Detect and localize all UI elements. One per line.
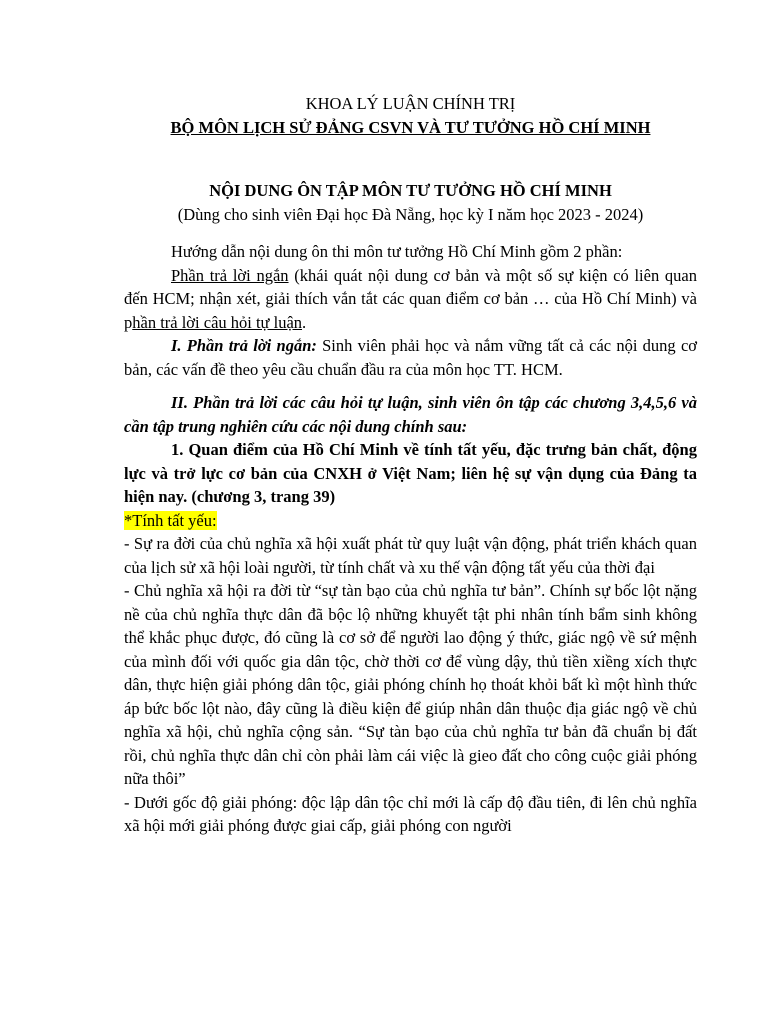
document-body [124,92,697,838]
section1-paragraph [124,334,697,381]
question1-heading: 1. Quan điểm của Hồ Chí Minh về tính tất yếu, đặc trưng bản chất, động lực và trở lực cơ bản của CNXH ở Việt Nam; liên hệ sự vận dụng của Đảng ta hiện nay. (chương 3, trang 39) [124,440,697,506]
highlighted-heading: *Tính tất yếu: [124,510,217,530]
document-subtitle: (Dùng cho sinh viên Đại học Đà Nẵng, học kỳ I năm học 2023 - 2024) [177,204,644,224]
part2-underlined-text: hần trả lời câu hỏi tự luận [132,312,303,332]
paragraph-3: - Dưới gốc độ giải phóng: độc lập dân tộc chỉ mới là cấp độ đầu tiên, đi lên chủ nghĩa xã hội mới giải phóng được giai cấp, giải phóng con người [124,792,697,835]
part1-description: (khái quát nội dung cơ bản và một số sự kiện có liên quan đến HCM; nhận xét, giải thích vắn tắt các quan điểm cơ bản … của Hồ Chí Minh) và p [124,265,698,332]
part1-underlined-text: Phần trả lời ngắn [171,265,289,285]
section2-heading: II. Phần trả lời các câu hỏi tự luận, sinh viên ôn tập các chương 3,4,5,6 và cần tập trung nghiên cứu các nội dung chính sau: [124,393,697,436]
intro-line: Hướng dẫn nội dung ôn thi môn tư tưởng Hồ Chí Minh gồm 2 phần: [171,242,623,261]
highlight-heading-line [124,509,697,533]
paragraph-2: - Chủ nghĩa xã hội ra đời từ “sự tàn bạo của chủ nghĩa tư bản”. Chính sự bốc lột nặng nề của chủ nghĩa thực dân đã bộc lộ những khuyết tật phi nhân tính bẩm sinh không thể khắc phục được, đó cũng là cơ sở để người lao động ý thức, giác ngộ về sứ mệnh của mình đối với quốc gia dân tộc, chờ thời cơ để vùng dậy, thủ tiền xiềng xích thực dân, thực hiện giải phóng dân tộc, giải phóng chính họ thoát khỏi bất kì một hình thức áp bức bốc lột nào, đây cũng là điều kiện để giúp nhân dân thuộc địa giác ngộ về chủ nghĩa xã hội, chủ nghĩa cộng sản. “Sự tàn bạo của chủ nghĩa tư bản đã chuẩn bị đất rồi, chủ nghĩa thực dân chỉ còn phải làm cái việc là gieo đất cho công cuộc giải phóng nữa thôi” [124,581,697,788]
part2-end: . [302,312,307,332]
faculty-heading: KHOA LÝ LUẬN CHÍNH TRỊ [305,94,516,113]
document-title: NỘI DUNG ÔN TẬP MÔN TƯ TƯỞNG HỒ CHÍ MINH [209,181,612,200]
section1-label: I. Phần trả lời ngắn: [171,336,317,355]
paragraph-1: - Sự ra đời của chủ nghĩa xã hội xuất phát từ quy luật vận động, phát triển khách quan của lịch sử xã hội loài người, từ tính chất và xu thế vận động tất yếu của thời đại [124,534,697,577]
section1-text: Sinh viên phải học và nắm vững tất cả các nội dung cơ bản, các vấn đề theo yêu cầu chuẩn đầu ra của môn học TT. HCM. [124,336,697,379]
intro-parts [124,264,697,335]
department-heading: BỘ MÔN LỊCH SỬ ĐẢNG CSVN VÀ TƯ TƯỞNG HỒ CHÍ MINH [170,117,651,137]
